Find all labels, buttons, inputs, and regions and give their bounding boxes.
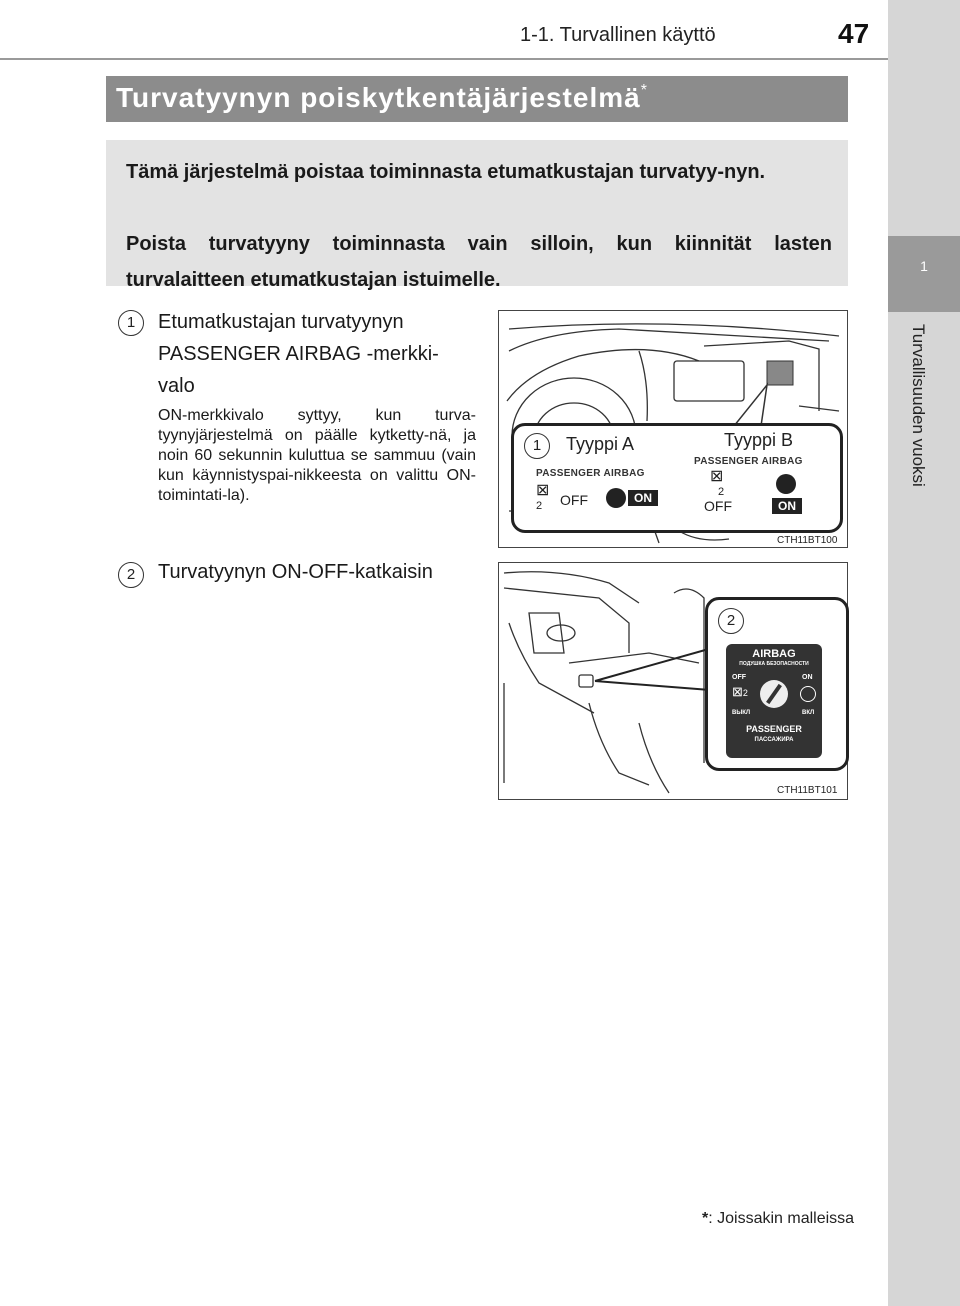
item-1-label — [158, 306, 476, 402]
type-a-panel-label: PASSENGER AIRBAG — [536, 468, 645, 479]
figure-1-code: CTH11BT100 — [777, 535, 838, 546]
chapter-number: 1 — [888, 236, 960, 312]
type-b-panel-label: PASSENGER AIRBAG — [694, 456, 803, 467]
switch-off-label: OFF — [732, 674, 746, 681]
title-footnote-mark: * — [640, 82, 648, 99]
switch-passenger-ru-label: ПАССАЖИРА — [754, 737, 794, 743]
type-a-label: Tyyppi A — [566, 434, 635, 454]
type-a-on-indicator: ON — [628, 490, 658, 506]
switch-airbag-label: AIRBAG — [752, 648, 796, 660]
chapter-label-text: Turvallisuuden vuoksi — [909, 324, 928, 487]
switch-off-ru-label: ВЫКЛ — [732, 710, 751, 716]
switch-callout — [705, 597, 849, 771]
switch-key-slot — [760, 680, 788, 708]
switch-airbag-icon — [800, 686, 816, 702]
switch-airbag-ru-label: ПОДУШКА БЕЗОПАСНОСТИ — [739, 661, 809, 667]
switch-on-ru-label: ВКЛ — [802, 710, 815, 716]
type-b-off-text: OFF — [704, 498, 732, 514]
indicator-callout — [511, 423, 843, 533]
item-2-label: Turvatyynyn ON-OFF-katkaisin — [158, 561, 433, 583]
type-a-airbag-icon — [606, 488, 626, 508]
airbag-switch-panel — [726, 644, 822, 758]
item-1-label-line-2: PASSENGER AIRBAG -merkki- — [158, 343, 439, 365]
item-2-number: 2 — [118, 562, 144, 588]
header-rule — [0, 58, 888, 60]
footnote — [702, 1210, 854, 1228]
page-title-text: Turvatyynyn poiskytkentäjärjestelmä — [116, 82, 641, 113]
switch-seat-icon: ⊠2 — [732, 684, 748, 699]
item-1-label-line-3: valo — [158, 375, 195, 397]
switch-passenger-label: PASSENGER — [746, 724, 802, 734]
intro-paragraph-2: Poista turvatyyny toiminnasta vain silloin, kun kiinnität lasten turvalaitteen etumatkustajan istuimelle. — [126, 233, 832, 291]
type-b-on-indicator: ON — [772, 498, 802, 514]
footnote-text: : Joissakin malleissa — [708, 1210, 855, 1227]
switch-on-label: ON — [802, 674, 813, 681]
type-b-seat-number: 2 — [718, 486, 725, 498]
type-b-label: Tyyppi B — [724, 430, 794, 450]
type-b-airbag-icon — [776, 474, 796, 494]
footnote-mark: * — [702, 1210, 709, 1227]
item-1-description: ON-merkkivalo syttyy, kun turva-tyynyjärjestelmä on päälle kytketty-nä, ja noin 60 sekunnin kuluttua se sammuu (vain kun käynnistyspai-nikkeesta on valittu ON-toimintati-la). — [158, 407, 476, 504]
key-slot-icon — [766, 684, 782, 704]
item-1-label-line-1-text: Etumatkustajan turvatyynyn — [158, 311, 404, 333]
intro-box — [106, 140, 848, 291]
figure-dashboard-indicator — [498, 310, 848, 548]
chapter-label — [904, 324, 944, 584]
type-a-seat-icon: ⊠ 2 — [536, 482, 550, 512]
intro-paragraph-1: Tämä järjestelmä poistaa toiminnasta etumatkustajan turvatyy-nyn. — [126, 161, 766, 183]
type-b-seat-icon: ⊠ 2 — [710, 468, 725, 498]
item-1-number: 1 — [118, 310, 144, 336]
item-1-label-line-1 — [158, 306, 476, 338]
type-a-off-text: OFF — [560, 492, 588, 508]
figure-airbag-switch — [498, 562, 848, 800]
figure-2-code: CTH11BT101 — [777, 785, 838, 796]
page-number: 47 — [838, 18, 870, 49]
type-a-seat-number: 2 — [536, 500, 543, 512]
callout-2-number: 2 — [718, 608, 744, 634]
page-title — [116, 82, 648, 114]
callout-1-number: 1 — [524, 433, 550, 459]
section-header: 1-1. Turvallinen käyttö — [520, 24, 716, 46]
side-tab — [888, 0, 960, 1306]
switch-seat-number: 2 — [742, 688, 748, 698]
